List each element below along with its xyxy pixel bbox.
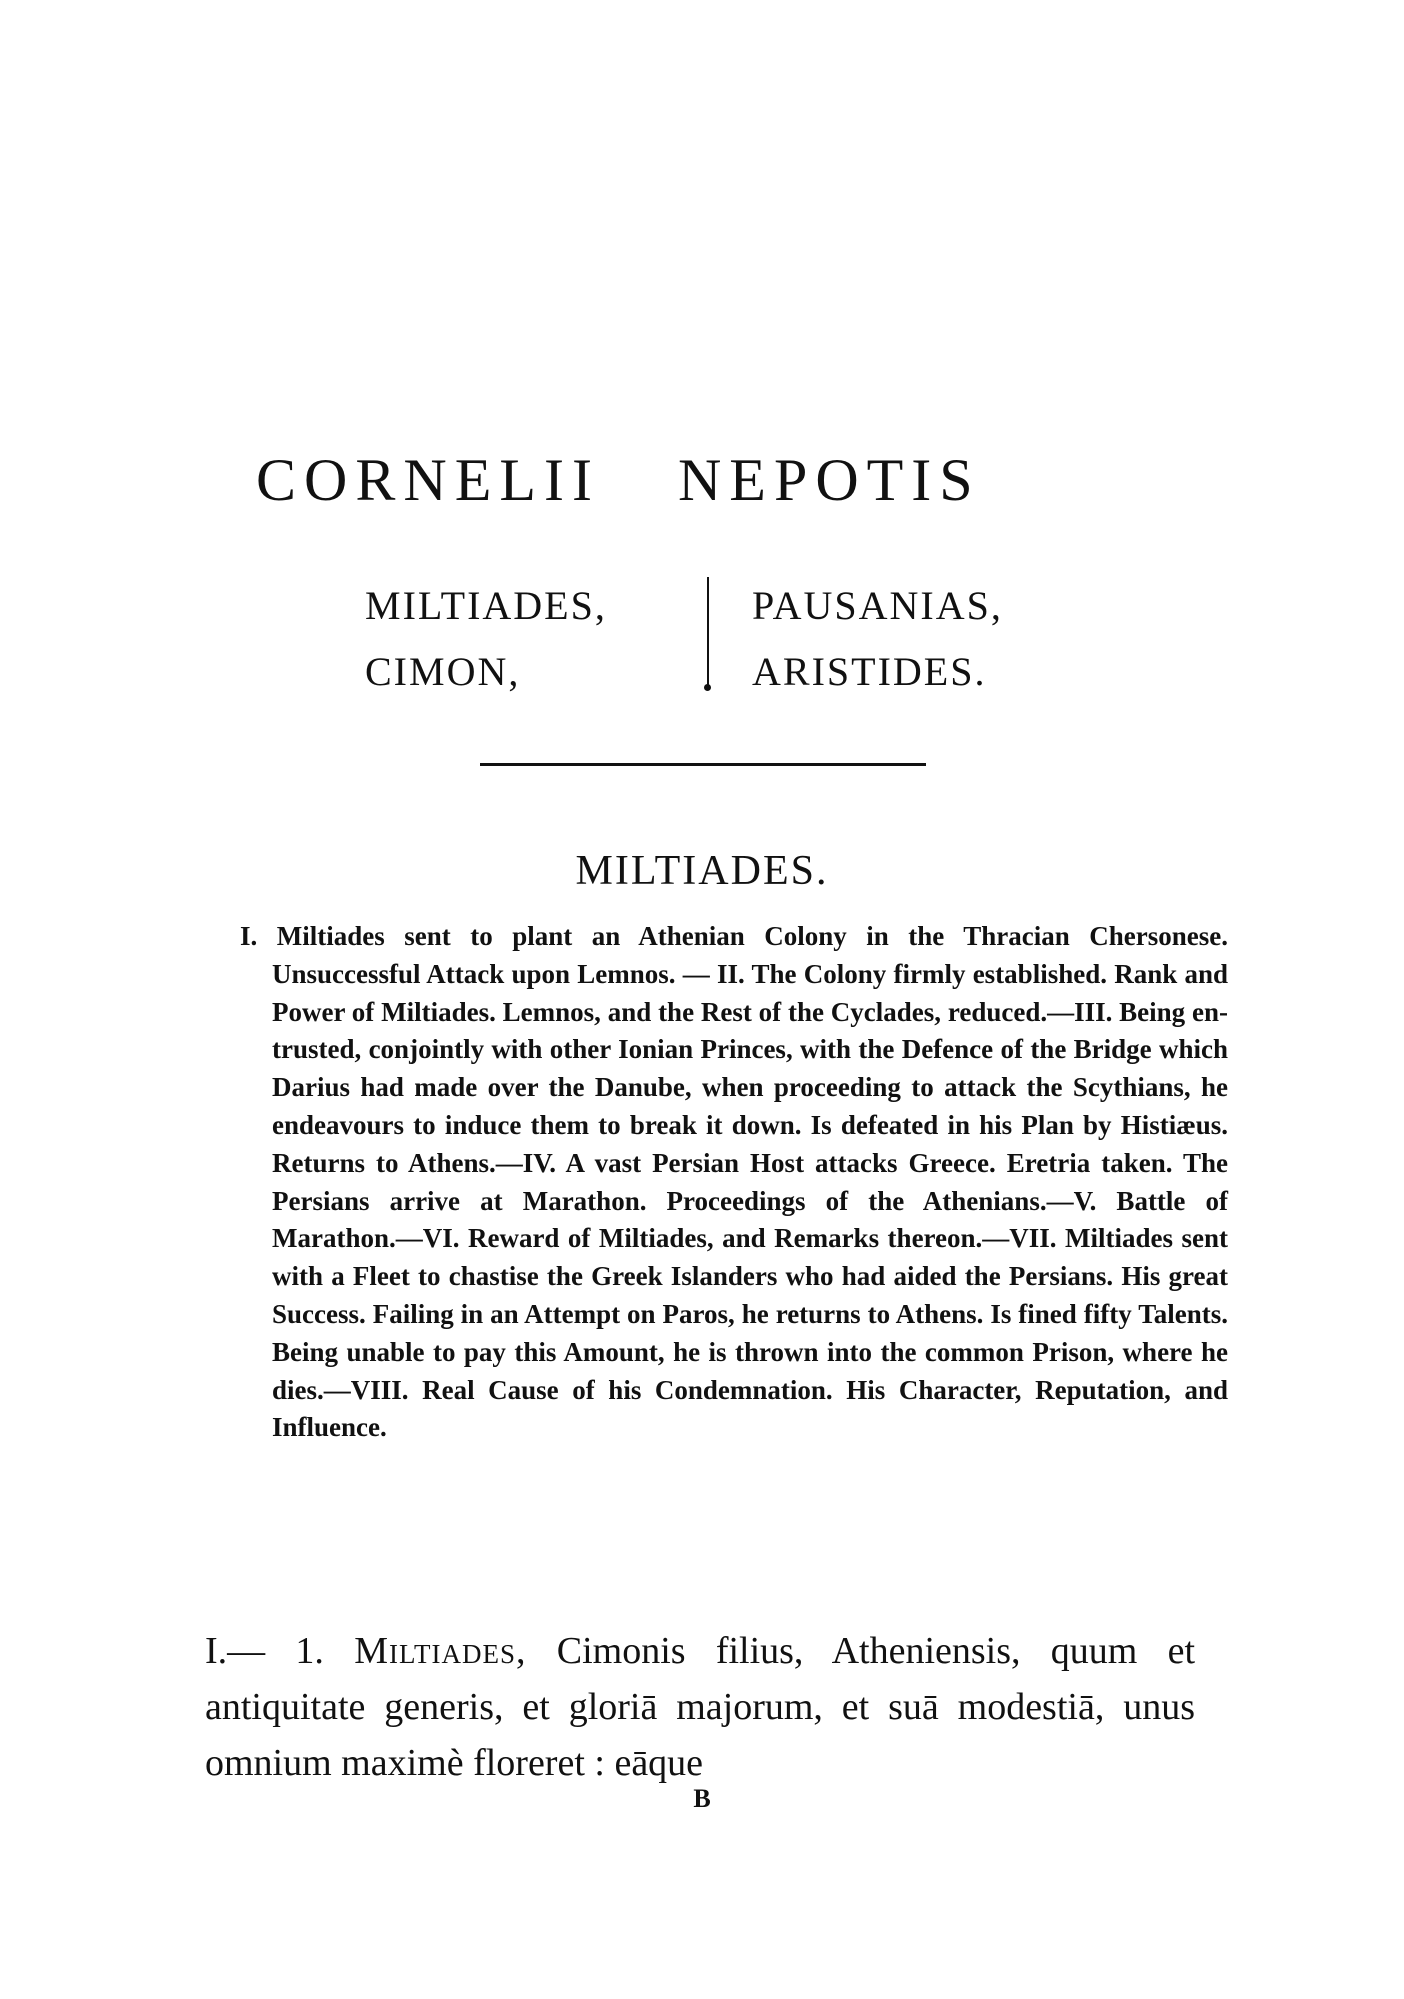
lives-right-column xyxy=(752,573,1003,705)
body-paragraph xyxy=(205,1623,1195,1791)
section-heading: MILTIADES. xyxy=(575,848,829,894)
book-title xyxy=(256,447,1156,513)
chapter-number: I.— 1. xyxy=(205,1630,324,1672)
chapter-summary: I. Miltiades sent to plant an Athenian Colony in the Thracian Chersonese. Unsuccessful Attack upon Lemnos. — II. The Colony firmly established. Rank and Power of Miltiades. Lemnos, and the Rest of the Cyclades, reduced.—III. Being entrusted, conjointly with other Ionian Princes, with the Defence of the Bridge which Darius had made over the Danube, when proceeding to attack the Scythians, he endeavours to induce them to break it down. Is defeated in his Plan by Histiæus. Returns to Athens.—IV. A vast Persian Host attacks Greece. Eretria taken. The Persians arrive at Marathon. Proceedings of the Athenians.—V. Battle of Marathon.—VI. Reward of Miltiades, and Remarks thereon.—VII. Miltiades sent with a Fleet to chastise the Greek Islanders who had aided the Persians. His great Success. Failing in an Attempt on Paros, he returns to Athens. Is fined fifty Talents. Being unable to pay this Amount, he is thrown into the common Prison, where he dies.—VIII. Real Cause of his Condemnation. His Character, Reputation, and Influence. xyxy=(240,921,1228,1443)
life-pausanias: PAUSANIAS, xyxy=(752,583,1003,628)
title-word-nepotis: NEPOTIS xyxy=(677,447,981,513)
signature-mark: B xyxy=(693,1784,711,1813)
column-divider-terminal xyxy=(704,684,711,691)
body-text: Cimonis filius, Atheniensis, quum et antiquitate generis, et gloriā majorum, et suā modestiā, unus omnium maximè floreret : eāque xyxy=(205,1630,1196,1784)
lives-left-column xyxy=(365,573,607,705)
title-word-cornelii: CORNELII xyxy=(256,447,600,513)
life-miltiades: MILTIADES, xyxy=(365,583,607,628)
body-name: Miltiades, xyxy=(354,1630,527,1672)
column-divider xyxy=(707,577,709,687)
horizontal-rule xyxy=(480,763,926,766)
life-cimon: CIMON, xyxy=(365,649,521,694)
life-aristides: ARISTIDES. xyxy=(752,649,987,694)
